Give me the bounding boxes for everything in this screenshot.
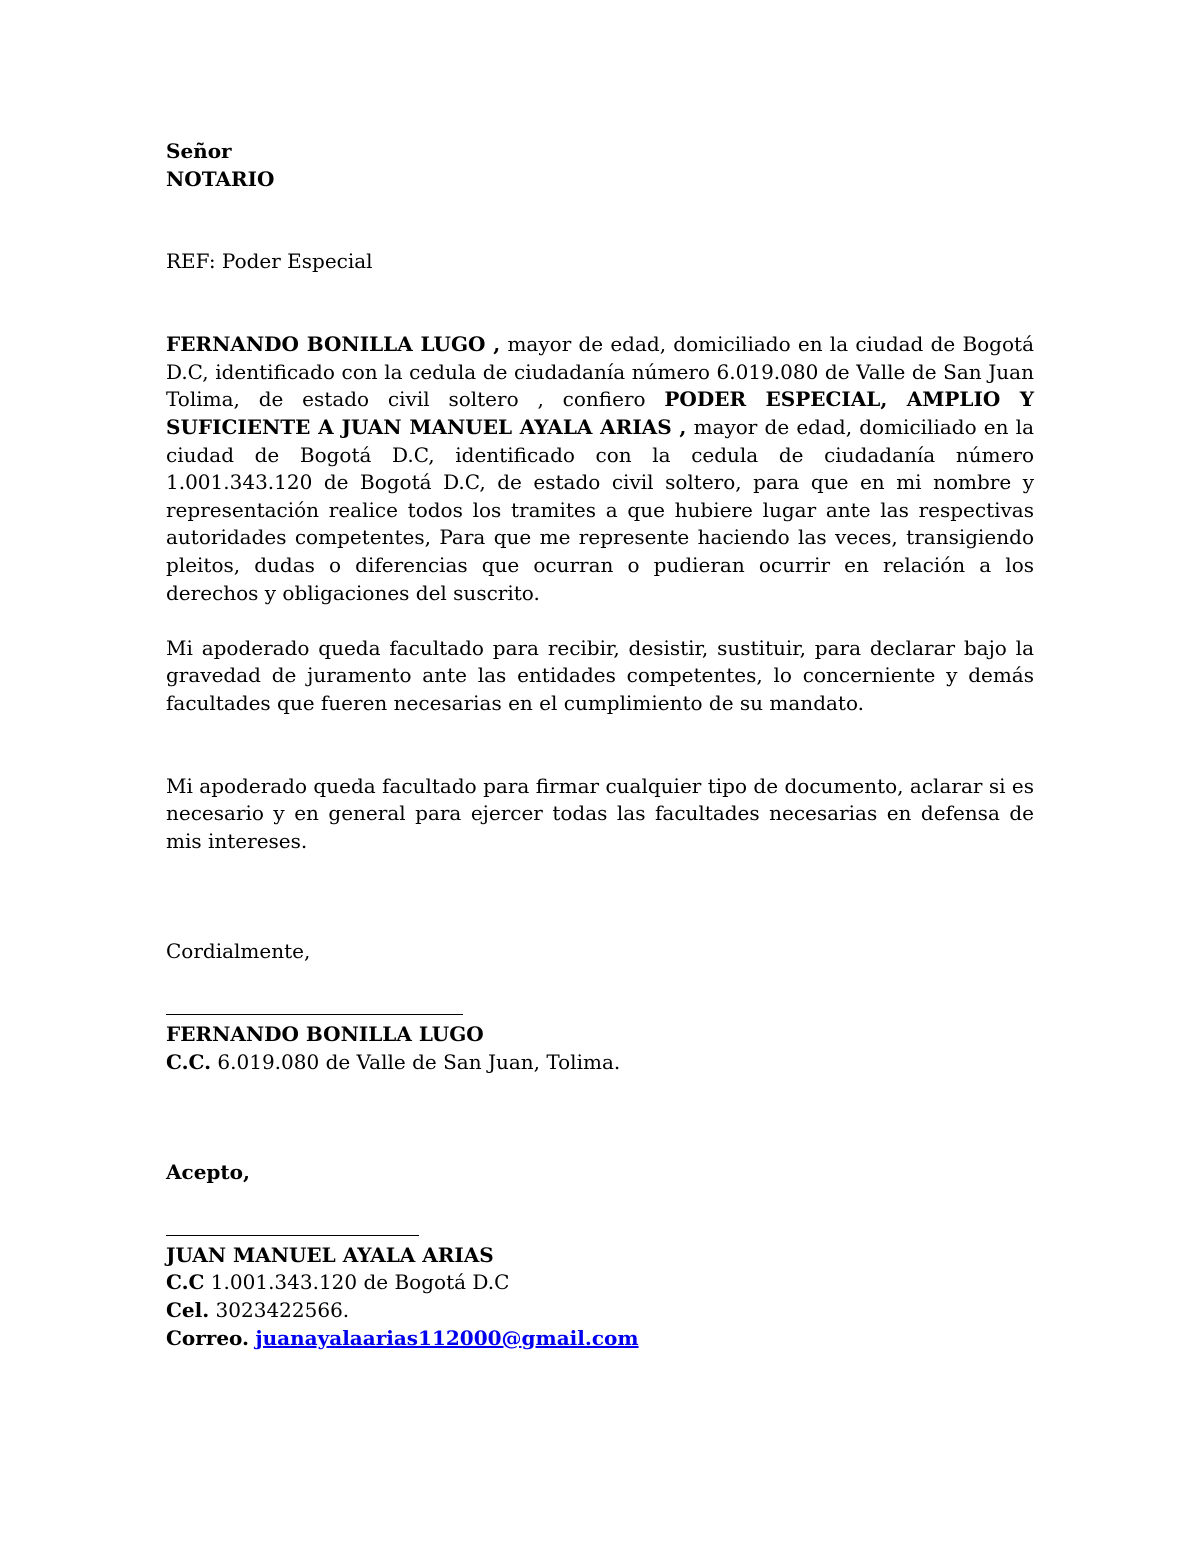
attorney-signature-line [166,1214,1034,1242]
grantor-signature-line [166,993,1034,1021]
attorney-name: JUAN MANUEL AYALA ARIAS [166,1242,494,1267]
spacer [166,855,1034,938]
paragraph-grant-text-b: mayor de edad, domiciliado en la ciudad de Bogotá D.C, identificado con la cedula de ciudadanía número 1.001.343.120 de Bogotá D.C, de estado civil soltero, para que en mi nombre y representación realice todos los tramites a que hubiere lugar ante las respectivas autoridades competentes, Para que me represente haciendo las veces, transigiendo pleitos, dudas o diferencias que ocurran o pudieran ocurrir en relación a los derechos y obligaciones del suscrito. [166,414,1035,605]
paragraph-signing: Mi apoderado queda facultado para firmar cualquier tipo de documento, aclarar si es necesario y en general para ejercer todas las facultades necesarias en defensa de mis intereses. [166,773,1034,853]
spacer [166,193,1034,248]
attorney-phone [166,1297,1034,1325]
paragraph-faculties: Mi apoderado queda facultado para recibir, desistir, sustituir, para declarar bajo la gravedad de juramento ante las entidades competentes, lo concerniente y demás facultades que fueren necesarias en el cumplimiento de su mandato. [166,635,1034,715]
letter-body [166,138,1034,1352]
grantor-id-value: 6.019.080 de Valle de San Juan, Tolima. [211,1049,621,1074]
attorney-email-label: Correo. [166,1325,250,1350]
paragraph-grant [166,331,1034,607]
grantor-id [166,1049,1034,1077]
closing: Cordialmente, [166,939,311,964]
attorney-id [166,1269,1034,1297]
grantor-id-prefix: C.C. [166,1049,212,1074]
grantor-name: FERNANDO BONILLA LUGO [166,1022,484,1047]
attorney-email [166,1325,1034,1353]
power-type-inline: PODER ESPECIAL, AMPLIO Y SUFICIENTE A JUAN MANUEL AYALA ARIAS , [166,387,1034,439]
paragraph-grant-text-a: mayor de edad, domiciliado en la ciudad de Bogotá D.C, identificado con la cedula de ciudadanía número 6.019.080 de Valle de San Juan Tolima, de estado civil soltero , confiero [166,332,1034,412]
spacer [166,717,1034,772]
addressee: NOTARIO [166,166,275,191]
attorney-id-value: 1.001.343.120 de Bogotá D.C [204,1270,510,1295]
grantor-name-inline: FERNANDO BONILLA LUGO , [166,332,501,357]
reference-line: REF: Poder Especial [166,249,373,274]
salutation: Señor [166,139,232,163]
spacer [166,1076,1034,1159]
attorney-phone-value: 3023422566. [209,1297,350,1322]
email-link[interactable]: juanayalaarias112000@gmail.com [255,1325,639,1350]
attorney-id-prefix: C.C [166,1270,205,1295]
spacer [166,966,1034,994]
spacer [166,607,1034,635]
attorney-phone-label: Cel. [166,1297,210,1322]
spacer [166,276,1034,331]
spacer [166,1187,1034,1215]
acceptance: Acepto, [166,1160,250,1184]
